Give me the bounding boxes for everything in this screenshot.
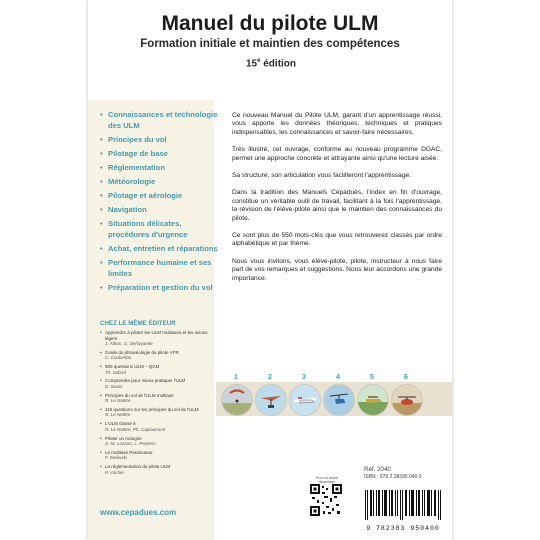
related-book-item: • Le multiaxe Paramoteur F. Serkuski <box>100 450 210 461</box>
barcode-number: 9 782383 950400 <box>366 525 440 532</box>
book-subtitle: Formation initiale et maintien des compétences <box>140 38 400 50</box>
topic-item <box>100 244 222 255</box>
bullet-icon: • <box>100 176 103 186</box>
bullet-icon: • <box>100 205 103 215</box>
paramoteur-icon <box>221 384 253 416</box>
class-number: 4 <box>336 374 340 381</box>
book-item-author: D. Nouis <box>105 383 123 389</box>
topic-label: Pilotage et aérologie <box>108 191 183 201</box>
publisher-website-link[interactable]: www.cepadues.com <box>100 508 177 517</box>
book-item-title: L'ULM classe 6 <box>105 421 136 427</box>
class-number: 6 <box>404 374 408 381</box>
topics-list <box>100 110 222 297</box>
book-item-title: Piloter un Autogire <box>105 435 142 441</box>
description-text <box>232 112 442 292</box>
book-item-author: P. Vacher <box>105 469 125 475</box>
topic-label: Préparation et gestion du vol <box>108 282 213 292</box>
topic-item <box>100 149 222 160</box>
book-title: Manuel du pilote ULM <box>161 12 379 35</box>
description-paragraph: Ce nouveau Manuel du Pilote ULM, garant d'un apprentissage réussi, vous apporte les données théoriques, techniques et pratiques indispensables, les connaissances et savoir-faire nécessaires. <box>232 112 442 136</box>
book-item-title: Apprendre à piloter les ULM multiaxes et les avions légers <box>105 330 208 341</box>
topic-item <box>100 191 222 202</box>
topic-label: Navigation <box>108 205 147 215</box>
topic-item <box>100 110 222 131</box>
description-paragraph: Sa structure, son articulation vous faciliteront l'apprentissage. <box>232 172 412 180</box>
bullet-icon: • <box>100 162 103 172</box>
aerostat-icon <box>357 384 389 416</box>
book-item-title: La réglementation du pilote ULM <box>105 464 171 470</box>
related-book-item: • Comprendre pour mieux pratiquer l'ULM D. Nouis <box>100 378 210 389</box>
reference-number: Réf. 2040 <box>364 466 391 473</box>
bullet-icon: • <box>100 134 103 144</box>
related-book-item: • 500 questions ULM – QCM Th. Gillard <box>100 364 210 375</box>
topic-item <box>100 135 222 146</box>
same-editor-heading: CHEZ LE MÊME ÉDITEUR <box>100 320 176 327</box>
description-paragraph: Nous vous invitons, vous élève-pilote, pilote, instructeur à nous faire part de vos remarques et suggestions. Nous leur accordons une grande importance. <box>232 257 442 282</box>
multiaxe-icon <box>289 384 321 416</box>
book-item-author: J. Athus, G. Dehayaette <box>105 341 153 346</box>
related-book-item: • Guide du phraséologie du pilote VFR C. Coulombe <box>100 350 210 361</box>
qr-code-label: Pour en savoir davantage <box>315 476 339 484</box>
bullet-icon: • <box>100 258 103 268</box>
class-number: 2 <box>268 374 272 381</box>
topic-label: Pilotage de base <box>108 148 168 158</box>
class-number: 5 <box>370 374 374 381</box>
isbn-number: ISBN : 978.2.38395.040.0 <box>364 474 422 480</box>
book-item-author: R. Le Noëtre <box>105 412 131 418</box>
bullet-icon: • <box>100 243 103 253</box>
class-number: 3 <box>302 374 306 381</box>
edition-number: 15 <box>246 58 258 70</box>
topic-item <box>100 177 222 188</box>
book-item-title: Le multiaxe Paramoteur <box>105 449 153 455</box>
pendulaire-icon <box>255 384 287 416</box>
topic-item <box>100 219 222 240</box>
book-item-title: 115 questions sur les principes du vol de l'ULM <box>105 406 199 412</box>
book-back-cover <box>88 0 452 540</box>
topic-label: Réglementation <box>108 162 165 172</box>
book-item-author: Th. Gillard <box>105 369 126 375</box>
autogire-icon <box>323 384 355 416</box>
topic-label: Situations délicates, procédures d'urgence <box>108 219 188 239</box>
helicoptere-icon <box>391 384 423 416</box>
description-paragraph: Très illustré, cet ouvrage, conforme au nouveau programme DGAC, permet une approche concrète et attrayante ainsi qu'une lecture aisée. <box>232 146 442 162</box>
edition-suffix: e <box>257 58 261 64</box>
class-number: 1 <box>234 374 238 381</box>
book-item-author: R. Le Noëtre, Ph. Capiaumont <box>105 426 166 432</box>
book-item-author: R. Le Noëtre <box>105 398 131 404</box>
related-book-item: • L'ULM classe 6 R. Le Noëtre, Ph. Capiaumont <box>100 421 210 432</box>
description-paragraph: Ce sont plus de 550 mots-clés que vous retrouverez classés par ordre alphabétique et par thème. <box>232 232 442 248</box>
description-paragraph: Dans la tradition des Manuels Cépaduès, l'index en fin d'ouvrage, constitue un véritable outil de travail, facilitant à la fois l'apprentissage, la révision de l'élève-pilote ainsi que le maintien des connaissances du pilote. <box>232 189 442 222</box>
bullet-icon: • <box>100 110 103 119</box>
topic-label: Achat, entretien et réparations <box>108 243 218 253</box>
related-book-item: • Apprendre à piloter les ULM multiaxes et les avions légers J. Athus, G. Dehayaette <box>100 330 210 347</box>
topic-label: Performance humaine et ses limites <box>108 258 212 278</box>
topic-label: Connaissances et technologie des ULM <box>108 110 218 130</box>
bullet-icon: • <box>100 148 103 158</box>
edition-word: édition <box>260 58 297 70</box>
topic-label: Principes du vol <box>108 134 167 144</box>
topic-item <box>100 163 222 174</box>
related-books-list <box>100 330 210 478</box>
related-book-item: • Piloter un Autogire S.-M. Lozano, L. Peyterin <box>100 436 210 447</box>
related-book-item: • La réglementation du pilote ULM P. Vacher <box>100 464 210 475</box>
bullet-icon: • <box>100 282 103 292</box>
topic-item <box>100 283 222 294</box>
bullet-icon: • <box>100 219 103 229</box>
edition-label <box>246 58 296 69</box>
qr-code-icon[interactable] <box>310 484 342 516</box>
topic-label: Météorologie <box>108 176 156 186</box>
bullet-icon: • <box>100 191 103 201</box>
topic-item <box>100 258 222 279</box>
book-item-author: S.-M. Lozano, L. Peyterin <box>105 441 156 447</box>
book-item-title: Principes du vol de l'ULM multiaxe <box>105 392 174 398</box>
book-item-author: F. Serkuski <box>105 455 127 461</box>
book-item-author: C. Coulombe <box>105 355 132 361</box>
book-item-title: Guide du phraséologie du pilote VFR <box>105 349 179 355</box>
topic-item <box>100 205 222 216</box>
book-item-title: 500 questions ULM – QCM <box>105 364 160 370</box>
related-book-item: • 115 questions sur les principes du vol de l'ULM R. Le Noëtre <box>100 407 210 418</box>
book-item-title: Comprendre pour mieux pratiquer l'ULM <box>105 378 186 384</box>
related-book-item: • Principes du vol de l'ULM multiaxe R. Le Noëtre <box>100 393 210 404</box>
barcode-icon <box>364 490 442 532</box>
